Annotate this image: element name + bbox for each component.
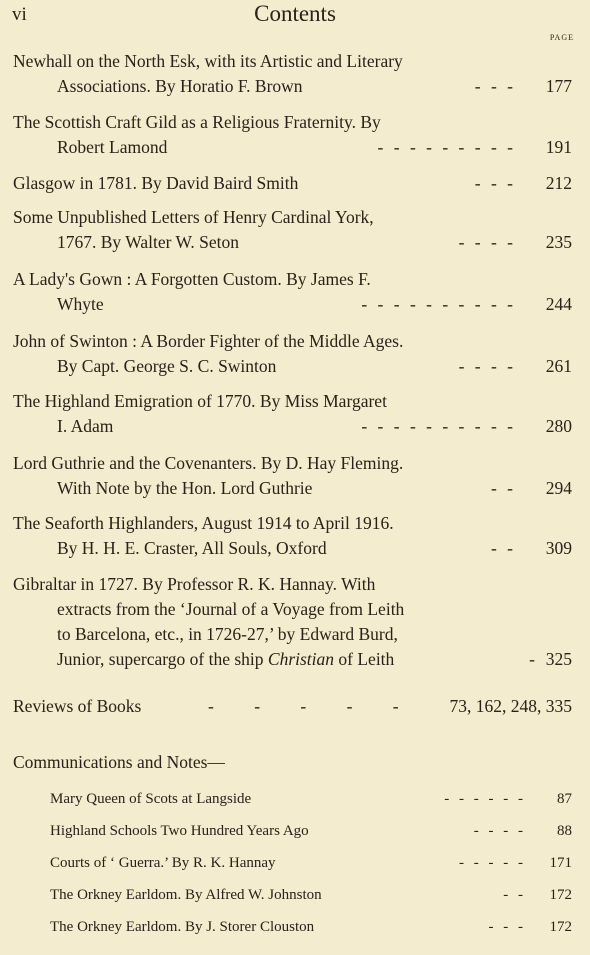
entry-title-line: Newhall on the North Esk, with its Artistic and Literary: [13, 51, 403, 71]
page-column-header: PAGE: [549, 33, 574, 42]
entry-title-line: The Seaforth Highlanders, August 1914 to April 1916.: [13, 513, 394, 533]
leader-dots: - -: [490, 538, 516, 558]
entry-page: 309: [545, 538, 572, 558]
item-title: The Orkney Earldom. By Alfred W. Johnston: [50, 887, 322, 903]
entry-title-line: By H. H. E. Craster, All Souls, Oxford: [57, 538, 327, 558]
leader-dots: - - -: [474, 173, 516, 193]
entry-page: 212: [545, 173, 572, 193]
entry-title-line: Lord Guthrie and the Covenanters. By D. Hay Fleming.: [13, 453, 404, 473]
entry-title-line: With Note by the Hon. Lord Guthrie: [57, 478, 313, 498]
communication-item: [50, 788, 576, 810]
toc-entry: [13, 511, 578, 561]
item-title: Courts of ‘ Guerra.’ By R. K. Hannay: [50, 855, 276, 871]
entry-title-line: Whyte: [57, 294, 104, 314]
entry-page: 294: [545, 478, 572, 498]
entry-title-line: Robert Lamond: [57, 137, 168, 157]
leader-dots: - - - - -: [208, 696, 417, 716]
entry-title-line: The Highland Emigration of 1770. By Miss Margaret: [13, 391, 387, 411]
entry-title-line: Gibraltar in 1727. By Professor R. K. Hannay. With: [13, 574, 376, 594]
communications-heading: Communications and Notes—: [13, 752, 225, 772]
toc-entry: [13, 110, 578, 160]
entry-title-line: Some Unpublished Letters of Henry Cardinal York,: [13, 207, 374, 227]
toc-entry: [13, 49, 578, 99]
item-title: Highland Schools Two Hundred Years Ago: [50, 823, 309, 839]
entry-title-line: By Capt. George S. C. Swinton: [57, 356, 277, 376]
page-title: Contents: [254, 1, 336, 26]
entry-page: 261: [545, 356, 572, 376]
leader-dots: - - - - - - - - -: [377, 137, 516, 157]
communication-item: [50, 852, 576, 874]
entry-title-line: to Barcelona, etc., in 1726-27,’ by Edward Burd,: [57, 624, 398, 644]
toc-entry: [13, 171, 578, 196]
toc-entry: [13, 451, 578, 501]
item-page: 171: [549, 855, 572, 871]
leader-dots: - - - - - - - - - -: [361, 294, 516, 314]
leader-dots: - -: [490, 478, 516, 498]
entry-title-line: Associations. By Horatio F. Brown: [57, 76, 303, 96]
entry-title-line: John of Swinton : A Border Fighter of the Middle Ages.: [13, 331, 404, 351]
item-page: 88: [557, 823, 572, 839]
toc-entry: [13, 267, 578, 317]
leader-dots: - - - -: [473, 823, 526, 839]
entry-page: 191: [545, 137, 572, 157]
communication-item: [50, 916, 576, 938]
reviews-label: Reviews of Books: [13, 696, 142, 716]
entry-page: 280: [545, 416, 572, 436]
entry-title-line: Glasgow in 1781. By David Baird Smith: [13, 173, 299, 193]
leader-dots: -: [529, 649, 538, 669]
entry-title-line: 1767. By Walter W. Seton: [57, 232, 240, 252]
leader-dots: - - -: [474, 76, 516, 96]
leader-dots: - - -: [488, 919, 526, 935]
item-page: 87: [557, 791, 572, 807]
leader-dots: - - - - - -: [444, 791, 526, 807]
ship-name: Christian: [267, 649, 335, 669]
leader-dots: - - - -: [458, 356, 516, 376]
entry-page: 325: [545, 649, 572, 669]
entry-title-line: The Scottish Craft Gild as a Religious Fraternity. By: [13, 112, 381, 132]
entry-page: 244: [545, 294, 572, 314]
leader-dots: - - - - - - - - - -: [361, 416, 516, 436]
entry-title-line: Junior, supercargo of the ship: [57, 649, 268, 669]
entry-title-line: of Leith: [334, 649, 395, 669]
reviews-pages: 73, 162, 248, 335: [449, 696, 572, 716]
item-page: 172: [549, 919, 572, 935]
item-title: Mary Queen of Scots at Langside: [50, 791, 252, 807]
toc-entry: [13, 389, 578, 439]
entry-page: 177: [545, 76, 572, 96]
communication-item: [50, 884, 576, 906]
leader-dots: - -: [503, 887, 526, 903]
page-number: vi: [12, 4, 27, 25]
item-page: 172: [549, 887, 572, 903]
entry-page: 235: [545, 232, 572, 252]
reviews-entry: [13, 694, 578, 719]
entry-title-line: A Lady's Gown : A Forgotten Custom. By James F.: [13, 269, 371, 289]
toc-entry: [13, 329, 578, 379]
entry-title-line: I. Adam: [57, 416, 114, 436]
communication-item: [50, 820, 576, 842]
toc-entry: [13, 572, 578, 672]
entry-title-line: extracts from the ‘Journal of a Voyage from Leith: [57, 599, 405, 619]
item-title: The Orkney Earldom. By J. Storer Clouston: [50, 919, 315, 935]
toc-entry: [13, 205, 578, 255]
leader-dots: - - - - -: [459, 855, 526, 871]
leader-dots: - - - -: [458, 232, 516, 252]
